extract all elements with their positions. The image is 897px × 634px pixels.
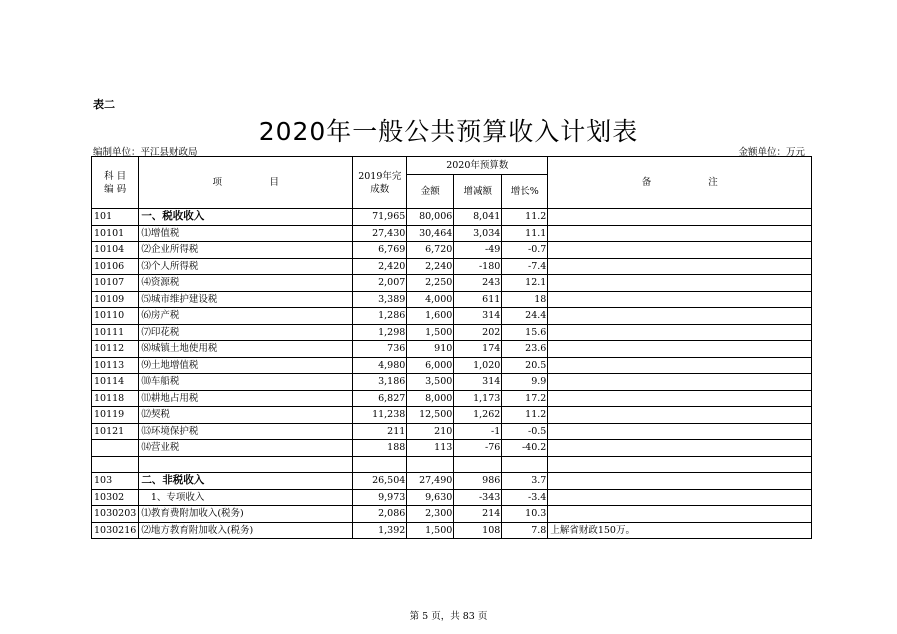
cell-amount: 27,490 <box>407 473 454 490</box>
cell-code: 10112 <box>92 341 139 358</box>
table-row <box>92 308 812 325</box>
cell-item: ⑽车船税 <box>139 374 353 391</box>
cell-item: ⑼土地增值税 <box>139 357 353 374</box>
cell-growth: 17.2 <box>502 390 548 407</box>
table-row <box>92 456 812 473</box>
cell-code: 10114 <box>92 374 139 391</box>
cell-completed: 1,392 <box>353 522 407 539</box>
cell-change: -1 <box>454 423 502 440</box>
cell-remark <box>548 473 812 490</box>
cell-amount: 4,000 <box>407 291 454 308</box>
cell-item: ⑵企业所得税 <box>139 242 353 259</box>
cell-item <box>139 456 353 473</box>
cell-amount: 1,500 <box>407 522 454 539</box>
table-row <box>92 423 812 440</box>
cell-completed: 6,769 <box>353 242 407 259</box>
cell-growth: 10.3 <box>502 506 548 523</box>
table-row <box>92 225 812 242</box>
header-completed-line1: 2019年完 <box>358 170 402 182</box>
page-footer: 第 5 页，共 83 页 <box>409 611 488 622</box>
budget-table <box>91 156 812 539</box>
table-row <box>92 275 812 292</box>
cell-completed: 211 <box>353 423 407 440</box>
table-row <box>92 357 812 374</box>
cell-amount: 8,000 <box>407 390 454 407</box>
cell-item: ⑿契税 <box>139 407 353 424</box>
header-code <box>92 157 139 209</box>
cell-growth: 11.1 <box>502 225 548 242</box>
cell-growth: -0.5 <box>502 423 548 440</box>
cell-growth: -7.4 <box>502 258 548 275</box>
cell-change: 1,020 <box>454 357 502 374</box>
cell-item: ⑻城镇土地使用税 <box>139 341 353 358</box>
cell-change: -180 <box>454 258 502 275</box>
cell-item: ⑺印花税 <box>139 324 353 341</box>
cell-growth: 7.8 <box>502 522 548 539</box>
cell-completed: 4,980 <box>353 357 407 374</box>
cell-code: 10107 <box>92 275 139 292</box>
cell-growth: 20.5 <box>502 357 548 374</box>
cell-amount: 12,500 <box>407 407 454 424</box>
table-row <box>92 407 812 424</box>
cell-code: 101 <box>92 209 139 226</box>
cell-remark <box>548 258 812 275</box>
table-row <box>92 390 812 407</box>
cell-amount: 6,720 <box>407 242 454 259</box>
cell-remark <box>548 341 812 358</box>
header-budget-group: 2020年预算数 <box>407 157 548 175</box>
cell-item: ⑴增值税 <box>139 225 353 242</box>
table-row <box>92 209 812 226</box>
table-row <box>92 473 812 490</box>
cell-growth: 15.6 <box>502 324 548 341</box>
cell-completed: 27,430 <box>353 225 407 242</box>
cell-completed: 6,827 <box>353 390 407 407</box>
cell-code: 10104 <box>92 242 139 259</box>
cell-remark <box>548 324 812 341</box>
cell-code <box>92 456 139 473</box>
cell-completed: 1,298 <box>353 324 407 341</box>
cell-completed: 9,973 <box>353 489 407 506</box>
cell-change: 3,034 <box>454 225 502 242</box>
cell-remark <box>548 225 812 242</box>
cell-code: 10110 <box>92 308 139 325</box>
table-row <box>92 291 812 308</box>
cell-remark <box>548 308 812 325</box>
table-row <box>92 506 812 523</box>
cell-code: 10111 <box>92 324 139 341</box>
cell-completed: 736 <box>353 341 407 358</box>
cell-growth: 9.9 <box>502 374 548 391</box>
cell-change: -76 <box>454 440 502 457</box>
header-completed-line2: 成数 <box>370 183 390 195</box>
header-completed <box>353 157 407 209</box>
cell-completed: 188 <box>353 440 407 457</box>
cell-remark <box>548 357 812 374</box>
cell-amount: 1,600 <box>407 308 454 325</box>
cell-amount: 2,250 <box>407 275 454 292</box>
table-row <box>92 341 812 358</box>
cell-remark <box>548 209 812 226</box>
cell-completed: 26,504 <box>353 473 407 490</box>
cell-item: ⒀环境保护税 <box>139 423 353 440</box>
header-amount: 金额 <box>407 175 454 209</box>
table-row <box>92 440 812 457</box>
cell-amount: 113 <box>407 440 454 457</box>
cell-remark <box>548 489 812 506</box>
table-row <box>92 324 812 341</box>
cell-amount: 80,006 <box>407 209 454 226</box>
cell-completed: 3,389 <box>353 291 407 308</box>
header-remarks: 备 注 <box>548 157 812 209</box>
cell-change: 986 <box>454 473 502 490</box>
cell-remark <box>548 506 812 523</box>
cell-item: ⑷资源税 <box>139 275 353 292</box>
cell-remark <box>548 374 812 391</box>
cell-growth: 12.1 <box>502 275 548 292</box>
cell-item: ⑵地方教育附加收入(税务) <box>139 522 353 539</box>
cell-growth: -40.2 <box>502 440 548 457</box>
cell-amount: 2,240 <box>407 258 454 275</box>
cell-remark <box>548 275 812 292</box>
cell-remark <box>548 242 812 259</box>
cell-item: ⑹房产税 <box>139 308 353 325</box>
cell-code: 10109 <box>92 291 139 308</box>
cell-growth: 11.2 <box>502 407 548 424</box>
cell-change: 314 <box>454 374 502 391</box>
cell-change: 202 <box>454 324 502 341</box>
cell-code: 10101 <box>92 225 139 242</box>
cell-change: 174 <box>454 341 502 358</box>
cell-amount: 9,630 <box>407 489 454 506</box>
cell-code: 1030216 <box>92 522 139 539</box>
cell-item: ⑾耕地占用税 <box>139 390 353 407</box>
cell-item: ⒁营业税 <box>139 440 353 457</box>
cell-amount <box>407 456 454 473</box>
cell-code: 10119 <box>92 407 139 424</box>
cell-amount: 2,300 <box>407 506 454 523</box>
cell-growth: 24.4 <box>502 308 548 325</box>
cell-amount: 30,464 <box>407 225 454 242</box>
cell-remark: 上解省财政150万。 <box>548 522 812 539</box>
cell-remark <box>548 390 812 407</box>
cell-change: 243 <box>454 275 502 292</box>
cell-item: 一、税收收入 <box>139 209 353 226</box>
header-item: 项 目 <box>139 157 353 209</box>
cell-completed: 2,007 <box>353 275 407 292</box>
cell-growth: 23.6 <box>502 341 548 358</box>
cell-remark <box>548 291 812 308</box>
cell-completed: 71,965 <box>353 209 407 226</box>
cell-growth <box>502 456 548 473</box>
cell-change: -343 <box>454 489 502 506</box>
cell-code <box>92 440 139 457</box>
cell-change: 314 <box>454 308 502 325</box>
table-row <box>92 242 812 259</box>
cell-growth: 18 <box>502 291 548 308</box>
table-row <box>92 522 812 539</box>
cell-change: 1,173 <box>454 390 502 407</box>
cell-code: 1030203 <box>92 506 139 523</box>
cell-growth: -0.7 <box>502 242 548 259</box>
table-row <box>92 374 812 391</box>
cell-growth: 3.7 <box>502 473 548 490</box>
cell-code: 10113 <box>92 357 139 374</box>
cell-remark <box>548 407 812 424</box>
cell-change: 108 <box>454 522 502 539</box>
cell-amount: 1,500 <box>407 324 454 341</box>
cell-code: 10121 <box>92 423 139 440</box>
table-row <box>92 489 812 506</box>
cell-change: 611 <box>454 291 502 308</box>
table-row <box>92 258 812 275</box>
cell-completed: 1,286 <box>353 308 407 325</box>
cell-item: ⑸城市维护建设税 <box>139 291 353 308</box>
cell-completed: 2,086 <box>353 506 407 523</box>
header-change: 增减额 <box>454 175 502 209</box>
header-growth: 增长% <box>502 175 548 209</box>
cell-change: 1,262 <box>454 407 502 424</box>
header-code-line1: 科 目 <box>104 170 127 182</box>
cell-growth: -3.4 <box>502 489 548 506</box>
cell-change: 214 <box>454 506 502 523</box>
cell-code: 10302 <box>92 489 139 506</box>
compiling-unit: 编制单位：平江县财政局 <box>93 147 198 158</box>
cell-completed: 2,420 <box>353 258 407 275</box>
table-label: 表二 <box>93 98 115 111</box>
cell-change: 8,041 <box>454 209 502 226</box>
cell-amount: 6,000 <box>407 357 454 374</box>
cell-remark <box>548 440 812 457</box>
cell-amount: 3,500 <box>407 374 454 391</box>
cell-amount: 910 <box>407 341 454 358</box>
header-code-line2: 编 码 <box>104 183 127 195</box>
cell-remark <box>548 423 812 440</box>
cell-code: 10106 <box>92 258 139 275</box>
amount-unit: 金额单位：万元 <box>738 147 805 158</box>
cell-completed: 3,186 <box>353 374 407 391</box>
cell-code: 10118 <box>92 390 139 407</box>
cell-item: 1、专项收入 <box>139 489 353 506</box>
cell-growth: 11.2 <box>502 209 548 226</box>
cell-completed: 11,238 <box>353 407 407 424</box>
page-title: 2020年一般公共预算收入计划表 <box>258 117 639 146</box>
cell-remark <box>548 456 812 473</box>
cell-change: -49 <box>454 242 502 259</box>
cell-item: ⑴教育费附加收入(税务) <box>139 506 353 523</box>
cell-amount: 210 <box>407 423 454 440</box>
cell-code: 103 <box>92 473 139 490</box>
cell-item: 二、非税收入 <box>139 473 353 490</box>
cell-completed <box>353 456 407 473</box>
cell-item: ⑶个人所得税 <box>139 258 353 275</box>
cell-change <box>454 456 502 473</box>
